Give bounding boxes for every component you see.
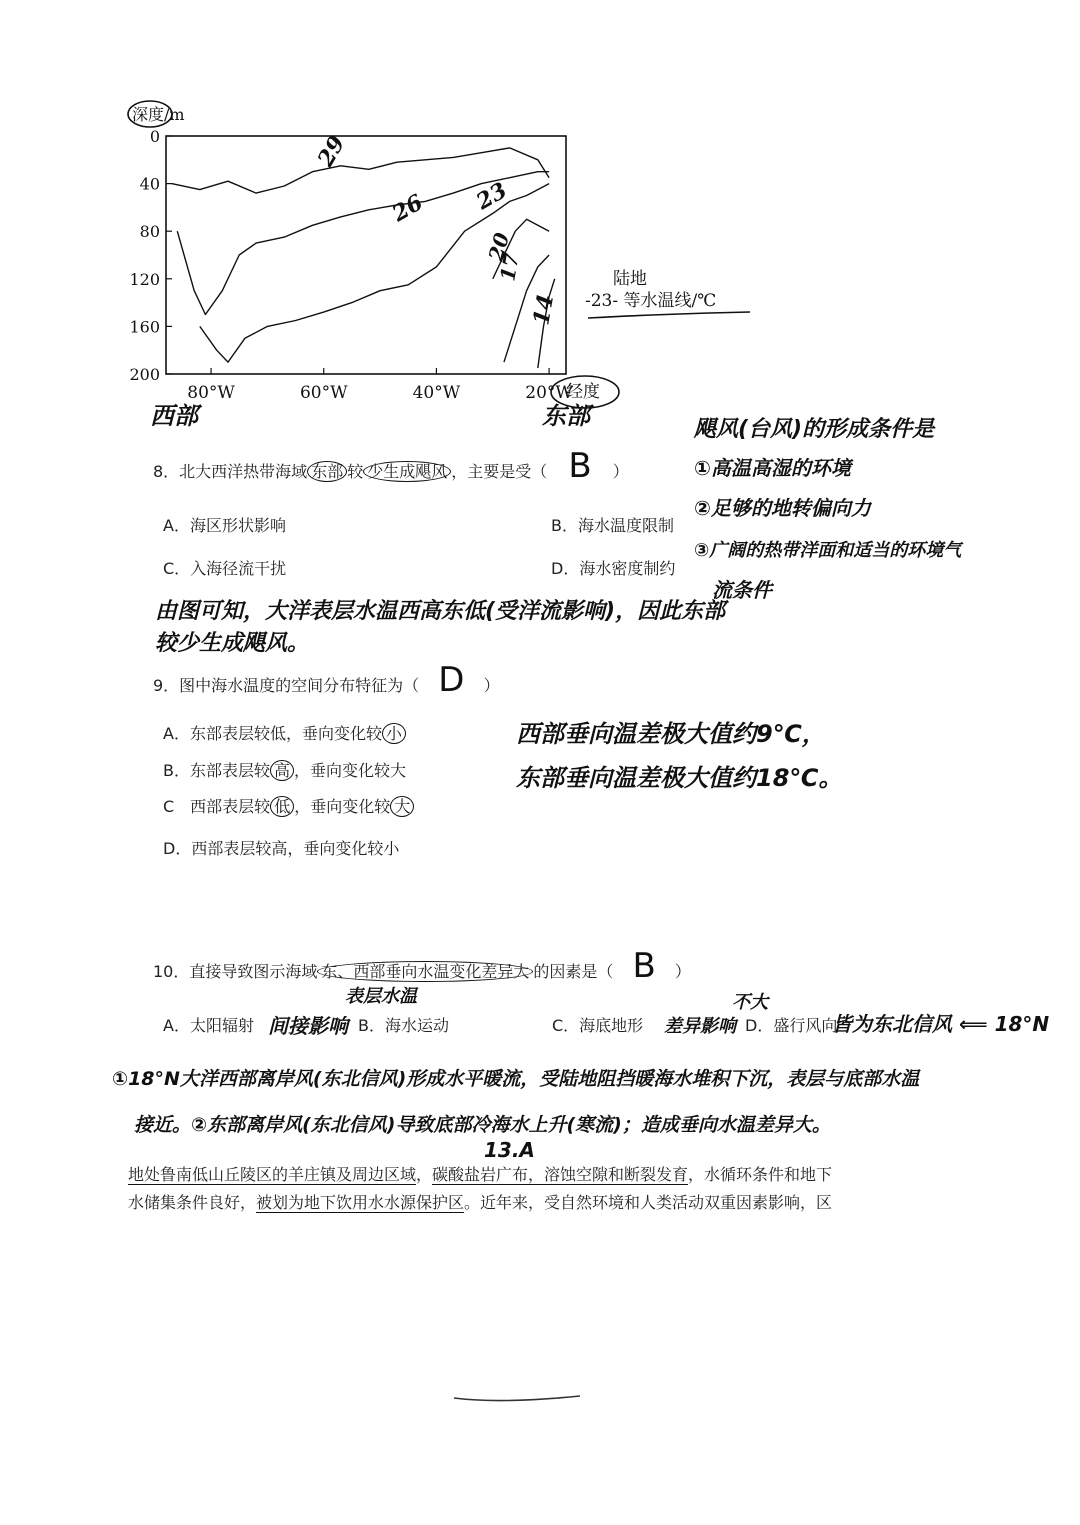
passage-text-3: 。近年来，受自然环境和人类活动双重因素影响，区 [464, 1193, 833, 1212]
q10-note-line-2: 接近。②东部离岸风(东北信风)导致底部冷海水上升(寒流)；造成垂向水温差异大。 [134, 1114, 831, 1136]
q10-option-d[interactable]: D．盛行风向 [745, 1016, 838, 1035]
iso-label-17: 17 [495, 251, 524, 283]
passage-text-2: 水储集条件良好， [128, 1193, 257, 1212]
y-tick-label: 0 [149, 127, 160, 146]
passage-underline-1: 地处鲁南低山丘陵区的羊庄镇及周边区域 [128, 1165, 417, 1184]
q9-option-c-text-2: ，垂向变化较 [294, 797, 391, 816]
q10-stem-text: 10．直接导致图示海域 [153, 962, 318, 981]
q10-answer: B [632, 946, 656, 986]
legend-land: 陆地 [613, 269, 647, 289]
passage-text-1: ，水循环条件和地下 [688, 1165, 833, 1184]
x-tick-label: 20°W [525, 383, 573, 403]
q9-option-b[interactable] [163, 758, 406, 781]
q8-stem-text-2: 较 [347, 462, 364, 481]
q9-stem-text: 9．图中海水温度的空间分布特征为（ [153, 676, 420, 695]
x-axis-label: 经度 [566, 382, 600, 402]
passage-line-2 [128, 1190, 832, 1213]
q8-option-b[interactable]: B．海水温度限制 [551, 516, 674, 535]
q9-option-c-circled-1: 低 [270, 796, 294, 817]
q9-option-d[interactable]: D．西部表层较高，垂向变化较小 [163, 839, 400, 858]
side-note-item-4: 流条件 [712, 578, 772, 602]
q8-note-line-2: 较少生成飓风。 [155, 631, 310, 656]
q9-option-b-text-2: ，垂向变化较大 [294, 761, 407, 780]
y-tick-label: 80 [139, 222, 160, 242]
q10-above-note: 表层水温 [345, 986, 417, 1007]
passage-underline-3: 被划为地下饮用水水源保护区 [256, 1193, 465, 1212]
y-tick-label: 120 [129, 269, 160, 289]
q10-circled-phrase: 东、西部垂向水温变化差异大 [317, 961, 533, 982]
q10-option-d-note: 皆为东北信风 ⟸ 18°N [832, 1012, 1050, 1036]
legend-underline [588, 312, 750, 318]
q10-note-line-1: ①18°N大洋西部离岸风(东北信风)形成水平暖流，受陆地阻挡暖海水堆积下沉，表层与底部水温 [112, 1068, 920, 1090]
y-tick-label: 200 [129, 365, 160, 384]
q9-answer: D [438, 660, 465, 700]
x-tick-label: 60°W [299, 383, 348, 403]
annotation-east: 东部 [542, 401, 590, 430]
q9-option-a-text: A．东部表层较低，垂向变化较 [163, 724, 382, 743]
y-axis-label: 深度/m [132, 105, 185, 124]
passage-line-1 [128, 1162, 832, 1185]
side-note-item-1: ①高温高湿的环境 [694, 456, 851, 480]
side-note-item-2: ②足够的地转偏向力 [694, 496, 871, 520]
iso-label-26: 26 [388, 189, 428, 228]
q9-note-line-1: 西部垂向温差极大值约9℃， [516, 720, 826, 748]
q10-option-b[interactable]: B．海水运动 [358, 1016, 449, 1035]
q8-option-c[interactable]: C．入海径流干扰 [163, 559, 287, 578]
q10-stem-text-2: 的因素是（ [533, 962, 614, 981]
iso-label-23: 23 [472, 177, 512, 216]
passage-underline-2: 碳酸盐岩广布，溶蚀空隙和断裂发育 [432, 1165, 689, 1184]
q8-stem-text: 8．北大西洋热带海域 [153, 462, 308, 481]
q9-option-c[interactable] [163, 794, 414, 817]
q10-option-a-note: 间接影响 [268, 1014, 348, 1038]
legend-isotherm: -23- 等水温线/℃ [585, 291, 717, 311]
isotherm-chart [0, 0, 1080, 440]
q9-note-line-2: 东部垂向温差极大值约18℃。 [516, 764, 843, 792]
q10-stem [153, 946, 691, 986]
q10-stem-close: ） [674, 962, 691, 981]
q10-option-a[interactable]: A．太阳辐射 [163, 1016, 254, 1035]
iso-label-14: 14 [528, 292, 560, 328]
footer-stroke [440, 1380, 600, 1410]
q8-stem-text-3: ，主要是受（ [451, 462, 548, 481]
q8-note-line-1: 由图可知，大洋表层水温西高东低(受洋流影响)，因此东部 [155, 599, 726, 624]
q9-stem [153, 660, 500, 700]
q8-stem-close: ） [612, 462, 629, 481]
x-tick-label: 40°W [412, 383, 461, 403]
q9-option-c-circled-2: 大 [390, 796, 414, 817]
iso-label-20: 20 [483, 230, 515, 264]
q8-option-a[interactable]: A．海区形状影响 [163, 516, 286, 535]
q9-option-a[interactable] [163, 721, 406, 744]
q9-stem-close: ） [483, 676, 500, 695]
side-note-item-3: ③广阔的热带洋面和适当的环境气 [694, 540, 962, 561]
q9-option-a-circled: 小 [382, 723, 406, 744]
q10-option-c-note: 差异影响 [664, 1016, 736, 1037]
annotation-west: 西部 [150, 401, 198, 430]
q10-option-c[interactable]: C．海底地形 [552, 1016, 644, 1035]
q9-option-c-text: C 西部表层较 [163, 797, 271, 816]
y-tick-label: 160 [129, 317, 160, 337]
q9-option-b-circled: 高 [270, 760, 294, 781]
q9-option-b-text: B．东部表层较 [163, 761, 270, 780]
x-tick-label: 80°W [187, 383, 235, 403]
passage-mark: 13.A [484, 1138, 535, 1162]
q8-answer: B [568, 446, 592, 486]
q8-option-d[interactable]: D．海水密度制约 [551, 559, 676, 578]
side-note-title: 飓风(台风)的形成条件是 [694, 417, 935, 442]
q10-option-c-above-note: 不大 [732, 992, 768, 1013]
y-tick-label: 40 [139, 174, 160, 194]
iso-label-29: 29 [312, 131, 351, 171]
q8-circled-fewer-hurricanes: 少生成飓风 [363, 461, 451, 482]
q8-circled-east: 东部 [307, 461, 347, 482]
q8-stem [153, 446, 629, 486]
passage-comma: ， [416, 1165, 433, 1184]
